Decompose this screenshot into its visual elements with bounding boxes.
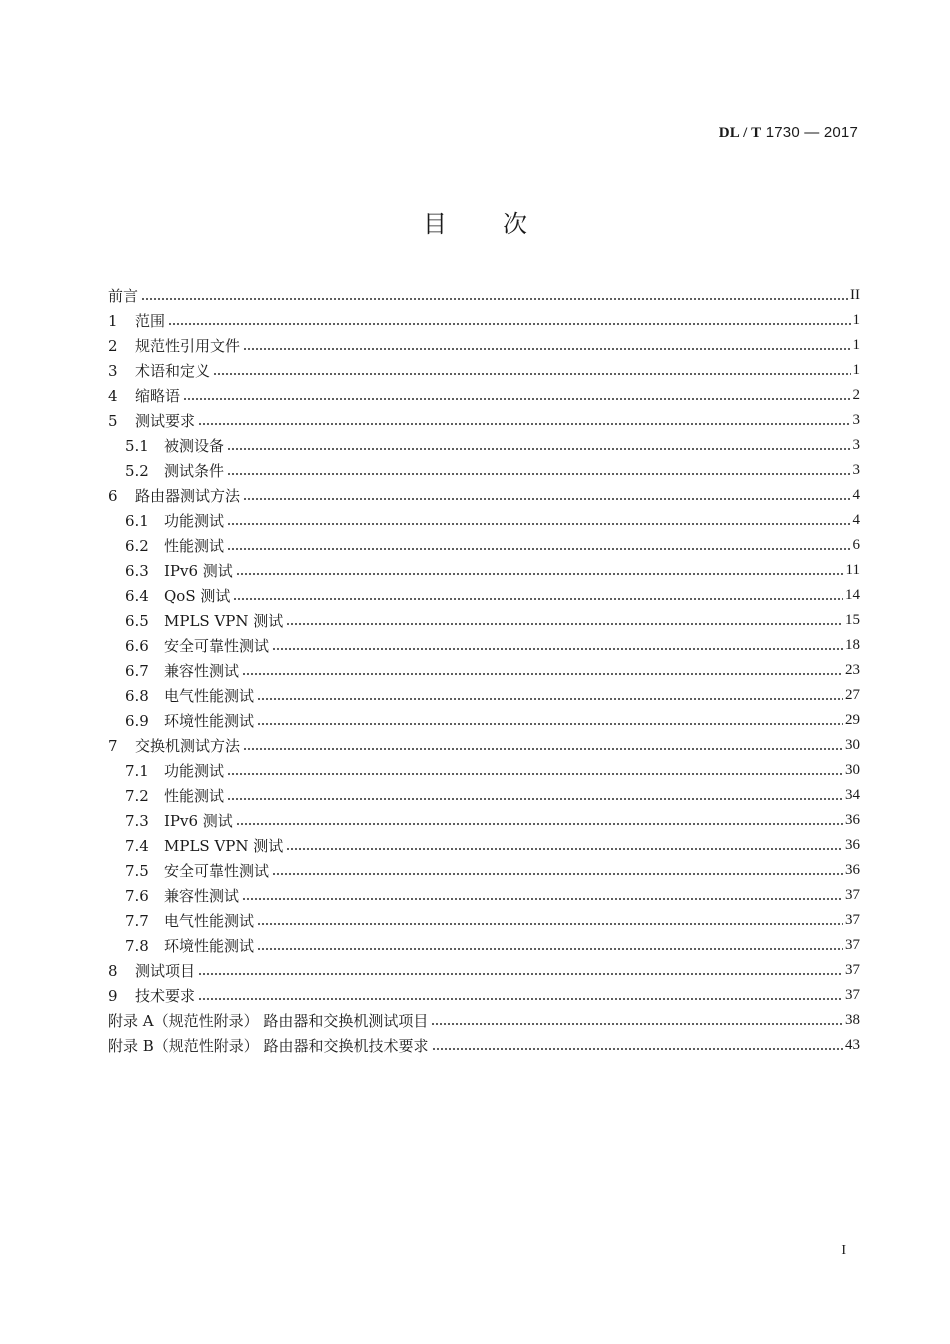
toc-entry-title: 附录 A（规范性附录） 路由器和交换机测试项目	[108, 1012, 429, 1030]
toc-entry-title: 功能测试	[164, 512, 225, 530]
toc-entry[interactable]	[108, 408, 860, 433]
toc-leader-dots	[198, 998, 843, 1000]
toc-entry-title: 安全可靠性测试	[164, 637, 270, 655]
toc-entry-page: 4	[852, 512, 860, 528]
toc-entry-number: 2	[108, 336, 118, 355]
toc-entry-number: 7.1	[125, 761, 149, 780]
toc-leader-dots	[257, 923, 843, 925]
toc-entry-title: 兼容性测试	[164, 662, 240, 680]
toc-entry-number: 6.5	[125, 611, 149, 630]
standard-prefix: DL / T	[718, 125, 762, 141]
toc-entry-title: 规范性引用文件	[135, 337, 241, 355]
toc-entry[interactable]	[108, 908, 860, 933]
toc-entry[interactable]	[108, 533, 860, 558]
toc-entry-number: 7.6	[125, 886, 149, 905]
toc-entry-page: 37	[845, 962, 860, 978]
toc-leader-dots	[227, 473, 850, 475]
toc-entry-title: 电气性能测试	[164, 912, 255, 930]
toc-entry-number: 7.2	[125, 786, 149, 805]
toc-entry-number: 3	[108, 361, 118, 380]
toc-leader-dots	[257, 723, 843, 725]
toc-leader-dots	[432, 1048, 843, 1050]
toc-entry[interactable]	[108, 958, 860, 983]
toc-entry-number: 6.1	[125, 511, 149, 530]
toc-entry-page: 29	[845, 712, 860, 728]
toc-entry-page: 37	[845, 912, 860, 928]
toc-entry-number: 7.8	[125, 936, 149, 955]
toc-entry-title: 路由器测试方法	[135, 487, 241, 505]
toc-entry-number: 6.4	[125, 586, 149, 605]
toc-leader-dots	[198, 973, 843, 975]
toc-leader-dots	[198, 423, 850, 425]
toc-leader-dots	[227, 523, 850, 525]
toc-entry-page: 1	[852, 337, 860, 353]
standard-code: 1730 — 2017	[765, 124, 858, 141]
toc-entry-page: 14	[845, 587, 860, 603]
toc-entry-page: 30	[845, 737, 860, 753]
toc-entry-title: 性能测试	[164, 537, 225, 555]
toc-entry[interactable]	[108, 608, 860, 633]
toc-entry-title: 测试要求	[135, 412, 196, 430]
toc-leader-dots	[213, 373, 850, 375]
toc-entry[interactable]	[108, 883, 860, 908]
toc-leader-dots	[227, 798, 843, 800]
toc-leader-dots	[286, 848, 843, 850]
toc-leader-dots	[233, 598, 843, 600]
toc-entry-page: 38	[845, 1012, 860, 1028]
toc-entry-title: 电气性能测试	[164, 687, 255, 705]
toc-entry-number: 9	[108, 986, 118, 1005]
toc-entry-page: 43	[845, 1037, 860, 1053]
toc-leader-dots	[227, 773, 843, 775]
toc-leader-dots	[257, 698, 843, 700]
toc-entry[interactable]	[108, 858, 860, 883]
toc-entry[interactable]	[108, 583, 860, 608]
toc-entry[interactable]	[108, 1033, 860, 1058]
toc-entry-number: 6.2	[125, 536, 149, 555]
toc-entry-number: 6.7	[125, 661, 149, 680]
toc-entry-page: 36	[845, 812, 860, 828]
toc-entry[interactable]	[108, 483, 860, 508]
toc-entry-number: 5.2	[125, 461, 149, 480]
toc-leader-dots	[242, 673, 843, 675]
toc-leader-dots	[227, 448, 850, 450]
toc-entry-number: 7.7	[125, 911, 149, 930]
toc-entry-title: 范围	[135, 312, 166, 330]
toc-entry-title: 技术要求	[135, 987, 196, 1005]
table-of-contents	[108, 283, 860, 1058]
toc-entry[interactable]	[108, 758, 860, 783]
toc-entry-title: 交换机测试方法	[135, 737, 241, 755]
toc-entry-page: 15	[845, 612, 860, 628]
toc-entry[interactable]	[108, 358, 860, 383]
toc-entry-page: 3	[852, 437, 860, 453]
toc-entry-title: 环境性能测试	[164, 712, 255, 730]
toc-leader-dots	[236, 573, 844, 575]
toc-entry-number: 6.6	[125, 636, 149, 655]
toc-entry[interactable]	[108, 508, 860, 533]
toc-entry-number: 7	[108, 736, 118, 755]
toc-entry-number: 6.3	[125, 561, 149, 580]
toc-entry-title: 功能测试	[164, 762, 225, 780]
toc-leader-dots	[286, 623, 843, 625]
toc-entry-number: 8	[108, 961, 118, 980]
toc-entry-number: 6.9	[125, 711, 149, 730]
toc-leader-dots	[168, 323, 850, 325]
toc-entry-title: 安全可靠性测试	[164, 862, 270, 880]
toc-leader-dots	[272, 873, 843, 875]
page-number: I	[841, 1243, 846, 1258]
toc-entry-page: 37	[845, 937, 860, 953]
page-title: 目次	[423, 210, 583, 238]
toc-entry-number: 6.8	[125, 686, 149, 705]
toc-entry-number: 7.3	[125, 811, 149, 830]
toc-entry[interactable]	[108, 833, 860, 858]
toc-entry[interactable]	[108, 458, 860, 483]
toc-entry-title: 术语和定义	[135, 362, 211, 380]
toc-entry-number: 7.4	[125, 836, 149, 855]
toc-leader-dots	[257, 948, 843, 950]
toc-entry-page: 23	[845, 662, 860, 678]
toc-entry-page: 27	[845, 687, 860, 703]
toc-entry-number: 5.1	[125, 436, 149, 455]
toc-entry-page: 18	[845, 637, 860, 653]
toc-entry-number: 7.5	[125, 861, 149, 880]
toc-entry-title: QoS 测试	[164, 587, 231, 605]
toc-entry[interactable]	[108, 708, 860, 733]
toc-entry-title: 测试条件	[164, 462, 225, 480]
toc-entry[interactable]	[108, 808, 860, 833]
toc-leader-dots	[227, 548, 850, 550]
toc-entry-title: 被测设备	[164, 437, 225, 455]
toc-entry[interactable]	[108, 1008, 860, 1033]
toc-entry-page: 3	[852, 462, 860, 478]
toc-entry-title: 性能测试	[164, 787, 225, 805]
toc-entry[interactable]	[108, 333, 860, 358]
toc-entry[interactable]	[108, 683, 860, 708]
toc-entry-page: 3	[852, 412, 860, 428]
toc-entry[interactable]	[108, 933, 860, 958]
toc-entry[interactable]	[108, 308, 860, 333]
toc-entry-title: IPv6 测试	[164, 562, 233, 580]
toc-entry[interactable]	[108, 383, 860, 408]
toc-entry-page: 36	[845, 837, 860, 853]
toc-leader-dots	[141, 298, 848, 300]
toc-entry[interactable]	[108, 983, 860, 1008]
toc-leader-dots	[243, 748, 843, 750]
toc-entry-page: II	[850, 287, 860, 303]
toc-entry-number: 5	[108, 411, 118, 430]
toc-entry-number: 1	[108, 311, 118, 330]
toc-entry-title: 附录 B（规范性附录） 路由器和交换机技术要求	[108, 1037, 429, 1055]
toc-entry-page: 1	[852, 312, 860, 328]
toc-entry-page: 37	[845, 987, 860, 1003]
toc-leader-dots	[183, 398, 850, 400]
toc-entry-title: 兼容性测试	[164, 887, 240, 905]
toc-entry[interactable]	[108, 658, 860, 683]
toc-leader-dots	[243, 348, 850, 350]
toc-entry-page: 36	[845, 862, 860, 878]
toc-entry[interactable]	[108, 558, 860, 583]
toc-entry-number: 4	[108, 386, 118, 405]
toc-entry-number: 6	[108, 486, 118, 505]
toc-entry[interactable]	[108, 783, 860, 808]
toc-leader-dots	[431, 1023, 843, 1025]
toc-entry-page: 37	[845, 887, 860, 903]
toc-entry-page: 30	[845, 762, 860, 778]
toc-entry-title: MPLS VPN 测试	[164, 612, 284, 630]
toc-entry-title: MPLS VPN 测试	[164, 837, 284, 855]
toc-leader-dots	[236, 823, 843, 825]
toc-entry[interactable]	[108, 283, 860, 308]
toc-entry-page: 6	[852, 537, 860, 553]
toc-entry-page: 11	[845, 562, 860, 578]
toc-entry-page: 34	[845, 787, 860, 803]
toc-entry-page: 1	[852, 362, 860, 378]
toc-entry[interactable]	[108, 433, 860, 458]
toc-entry-title: 缩略语	[135, 387, 181, 405]
toc-leader-dots	[242, 898, 843, 900]
toc-leader-dots	[243, 498, 850, 500]
toc-entry-title: 前言	[108, 287, 139, 305]
toc-entry[interactable]	[108, 733, 860, 758]
toc-entry-title: IPv6 测试	[164, 812, 233, 830]
toc-entry-title: 测试项目	[135, 962, 196, 980]
toc-entry-page: 2	[852, 387, 860, 403]
toc-entry[interactable]	[108, 633, 860, 658]
toc-entry-title: 环境性能测试	[164, 937, 255, 955]
toc-leader-dots	[272, 648, 843, 650]
toc-entry-page: 4	[852, 487, 860, 503]
standard-number	[719, 124, 858, 142]
